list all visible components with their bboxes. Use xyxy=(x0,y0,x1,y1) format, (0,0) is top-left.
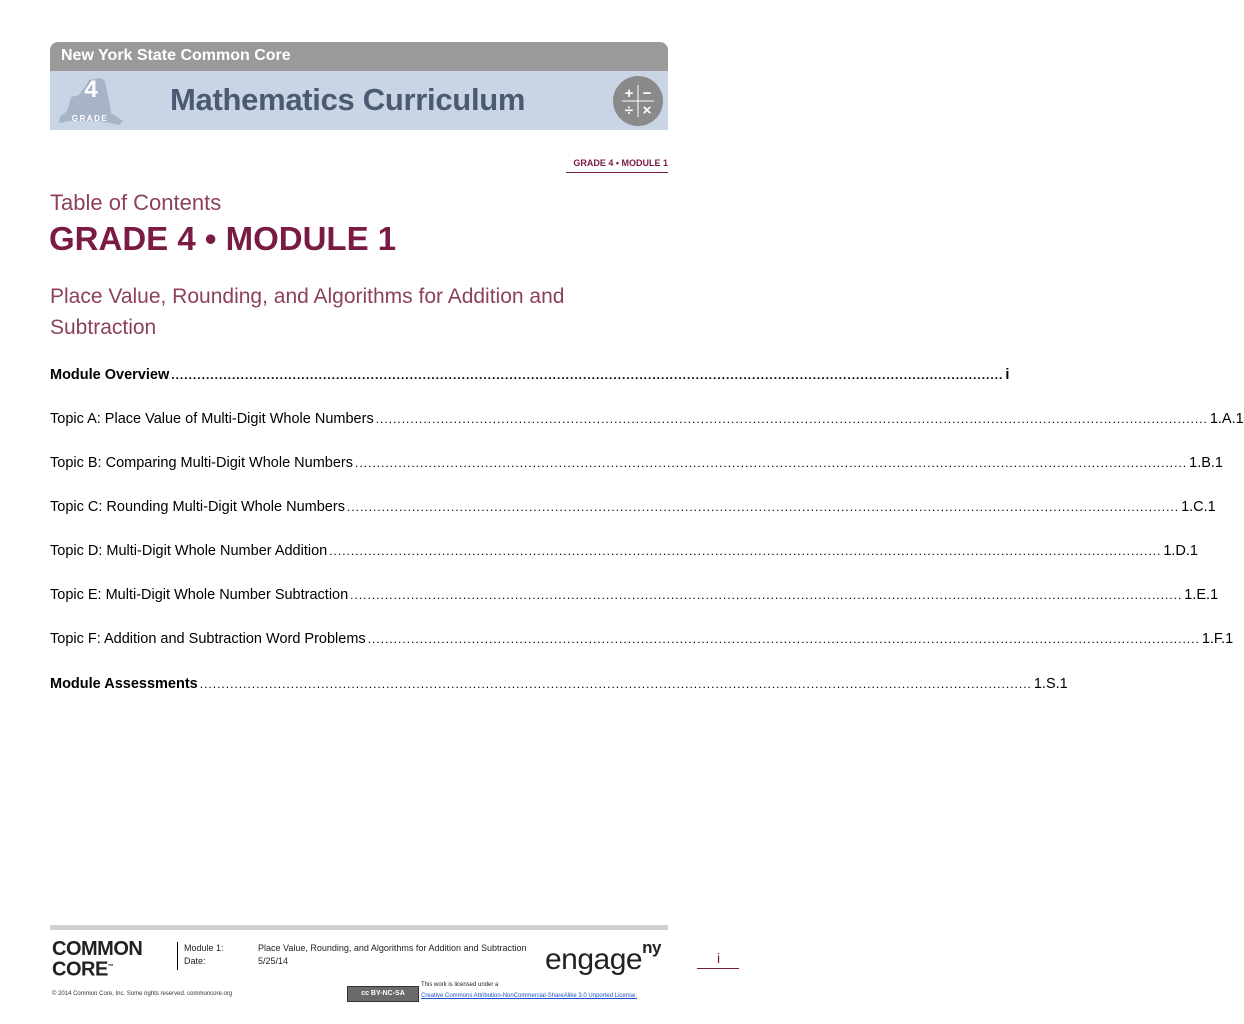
footer-rule xyxy=(50,925,668,930)
toc-entry-text: Module Overview xyxy=(50,367,170,383)
module-tag-rule xyxy=(566,172,668,173)
curriculum-title: Mathematics Curriculum xyxy=(170,82,526,117)
toc-leader-dots: ................................................................................................................................................................................................ xyxy=(346,500,1180,514)
toc-entry-topic-c[interactable] xyxy=(50,499,1216,519)
subtitle-line-2: Subtraction xyxy=(50,316,157,339)
toc-leader-dots: ................................................................................................................................................................................................ xyxy=(199,677,1032,691)
module-value: Place Value, Rounding, and Algorithms for Addition and Subtraction xyxy=(258,943,527,953)
operators-divider xyxy=(613,76,663,126)
license-link[interactable]: Creative Commons Attribution-NonCommercial-ShareAlike 3.0 Unported License. xyxy=(421,993,638,999)
module-subtitle xyxy=(50,281,660,343)
toc-entry-topic-a[interactable] xyxy=(50,411,1244,431)
curriculum-banner xyxy=(50,71,668,130)
toc-leader-dots: ................................................................................................................................................................................................ xyxy=(350,588,1183,602)
copyright-notice: © 2014 Common Core, Inc. Some rights reserved. commoncore.org xyxy=(52,991,233,997)
page-number-rule xyxy=(697,968,739,969)
toc-entry-module-assessments[interactable] xyxy=(50,676,1068,696)
subtitle-line-1: Place Value, Rounding, and Algorithms for Addition and xyxy=(50,285,565,308)
date-value: 5/25/14 xyxy=(258,956,289,966)
toc-entry-text: Module Assessments xyxy=(50,676,198,692)
toc-entry-topic-e[interactable] xyxy=(50,587,1219,607)
toc-entry-text: Topic A: Place Value of Multi-Digit Whole Numbers xyxy=(50,411,374,427)
common-core-logo xyxy=(52,940,142,979)
toc-leader-dots: ................................................................................................................................................................................................ xyxy=(171,368,1004,382)
license-statement: This work is licensed under a xyxy=(421,982,499,988)
engage-text: engage xyxy=(545,943,643,976)
minus-icon: − xyxy=(642,85,652,102)
toc-entry-page: 1.E.1 xyxy=(1184,587,1219,603)
toc-entry-module-overview[interactable] xyxy=(50,367,1010,387)
toc-entry-text: Topic E: Multi-Digit Whole Number Subtraction xyxy=(50,587,349,603)
toc-entry-topic-b[interactable] xyxy=(50,455,1223,475)
logo-line-1: COMMON xyxy=(52,938,143,960)
state-banner xyxy=(50,42,668,71)
logo-line-2 xyxy=(52,958,142,979)
toc-leader-dots: ................................................................................................................................................................................................ xyxy=(367,632,1200,646)
divide-icon: ÷ xyxy=(624,102,634,119)
toc-leader-dots: ................................................................................................................................................................................................ xyxy=(375,412,1208,426)
toc-entry-text: Topic F: Addition and Subtraction Word Problems xyxy=(50,631,366,647)
state-banner-label: New York State Common Core xyxy=(61,47,291,64)
toc-entry-text: Topic B: Comparing Multi-Digit Whole Numbers xyxy=(50,455,353,471)
toc-label: Table of Contents xyxy=(50,190,222,215)
grade-word: GRADE xyxy=(71,114,109,123)
times-icon: × xyxy=(642,102,652,119)
footer-divider xyxy=(177,942,178,970)
toc-entry-page: 1.B.1 xyxy=(1189,455,1223,471)
toc-leader-dots: ................................................................................................................................................................................................ xyxy=(329,544,1162,558)
cc-license-icon[interactable]: cc BY-NC-SA xyxy=(347,986,419,1002)
date-label: Date: xyxy=(184,956,206,966)
toc-entry-topic-d[interactable] xyxy=(50,543,1199,563)
plus-icon: + xyxy=(624,85,634,102)
trademark-mark: ™ xyxy=(107,964,114,970)
toc-entry-text: Topic D: Multi-Digit Whole Number Addition xyxy=(50,543,328,559)
toc-entry-topic-f[interactable] xyxy=(50,631,1234,651)
engageny-logo xyxy=(545,938,661,977)
logo-line-2-text: CORE xyxy=(52,958,108,981)
module-label: Module 1: xyxy=(184,943,224,953)
page-number: i xyxy=(717,950,721,966)
toc-entry-page: 1.S.1 xyxy=(1033,676,1068,692)
toc-entry-page: 1.C.1 xyxy=(1181,499,1216,515)
ny-text: ny xyxy=(642,938,661,957)
grade-number: 4 xyxy=(84,76,98,103)
toc-entry-text: Topic C: Rounding Multi-Digit Whole Numbers xyxy=(50,499,345,515)
math-operators-icon xyxy=(613,76,663,126)
module-tag: GRADE 4 • MODULE 1 xyxy=(573,158,668,168)
toc-entry-page: i xyxy=(1005,367,1010,383)
grade-module-title: GRADE 4 • MODULE 1 xyxy=(49,220,397,257)
toc-leader-dots: ................................................................................................................................................................................................ xyxy=(355,456,1188,470)
toc-entry-page: 1.F.1 xyxy=(1201,631,1234,647)
toc-entry-page: 1.A.1 xyxy=(1209,411,1244,427)
toc-entry-page: 1.D.1 xyxy=(1163,543,1199,559)
